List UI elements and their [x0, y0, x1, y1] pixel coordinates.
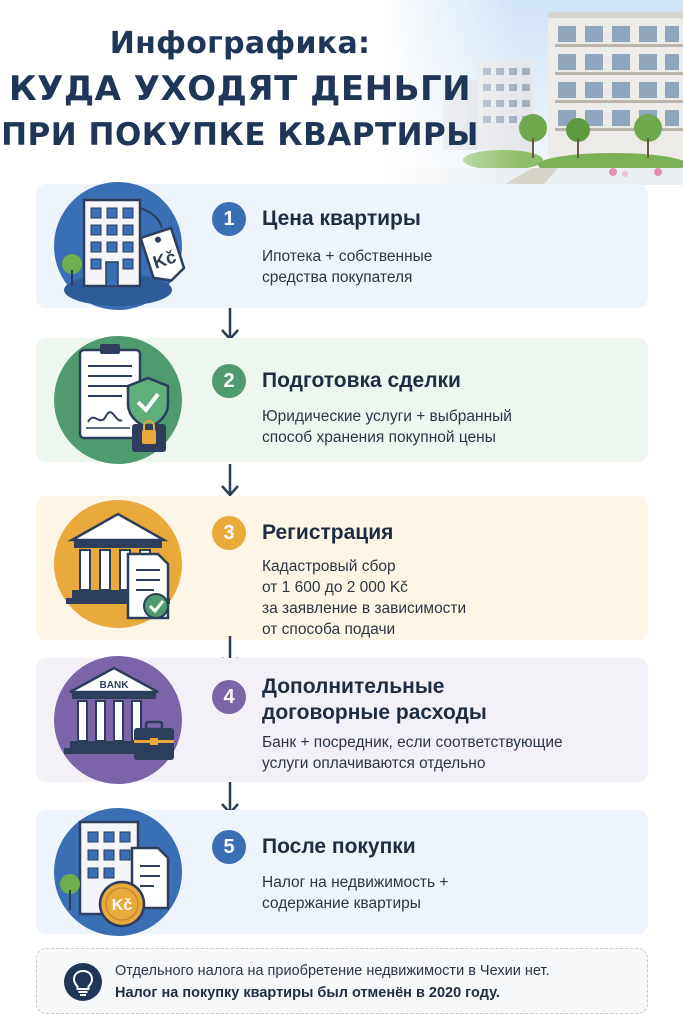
coin-text: Kč: [111, 897, 133, 914]
step-card-3: [36, 496, 648, 640]
lightbulb-icon: [63, 962, 103, 1002]
step-description: Налог на недвижимость + содержание квартиры: [262, 874, 449, 912]
arrow-down-icon: [219, 462, 241, 498]
government-building-document-icon: [50, 496, 186, 632]
bank-briefcase-icon: [50, 652, 186, 788]
step-card-1: [36, 184, 648, 308]
step-number-badge: 2: [212, 364, 246, 398]
step-description: Юридические услуги + выбранный способ хранения покупной цены: [262, 408, 512, 446]
step-number-badge: 5: [212, 830, 246, 864]
step-number-badge: 3: [212, 516, 246, 550]
hero-header: [0, 0, 683, 185]
bank-sign-text: BANK: [99, 680, 129, 691]
step-card-4: [36, 658, 648, 782]
step-card-2: [36, 338, 648, 462]
step-card-5: [36, 810, 648, 934]
title-line-3: ПРИ ПОКУПКЕ КВАРТИРЫ: [1, 117, 479, 153]
note-text-bold: Налог на покупку квартиры был отменён в 2020 году.: [115, 985, 500, 1001]
building-coin-icon: [50, 804, 186, 940]
title-line-1: Инфографика:: [109, 26, 371, 61]
step-number-badge: 1: [212, 202, 246, 236]
step-title: Цена квартиры: [262, 207, 421, 230]
arrow-down-icon: [219, 306, 241, 342]
step-number-badge: 4: [212, 680, 246, 714]
contract-shield-lock-icon: [50, 332, 186, 468]
step-description: Банк + посредник, если соответствующие услуги оплачиваются отдельно: [262, 734, 563, 772]
title-line-2: КУДА УХОДЯТ ДЕНЬГИ: [8, 69, 472, 109]
step-title: Подготовка сделки: [262, 369, 461, 392]
note-text: Отдельного налога на приобретение недвижимости в Чехии нет.: [115, 963, 550, 979]
page-title: [0, 26, 480, 153]
price-tag-text: Kč: [150, 246, 179, 273]
info-note: [36, 948, 648, 1014]
step-title: Регистрация: [262, 521, 394, 544]
step-title: После покупки: [262, 835, 416, 858]
building-price-tag-icon: [50, 178, 186, 314]
step-description: Кадастровый сбор от 1 600 до 2 000 Kč за заявление в зависимости от способа подачи: [262, 558, 467, 638]
step-description: Ипотека + собственные средства покупателя: [262, 248, 433, 286]
step-title: Дополнительные договорные расходы: [262, 675, 487, 724]
